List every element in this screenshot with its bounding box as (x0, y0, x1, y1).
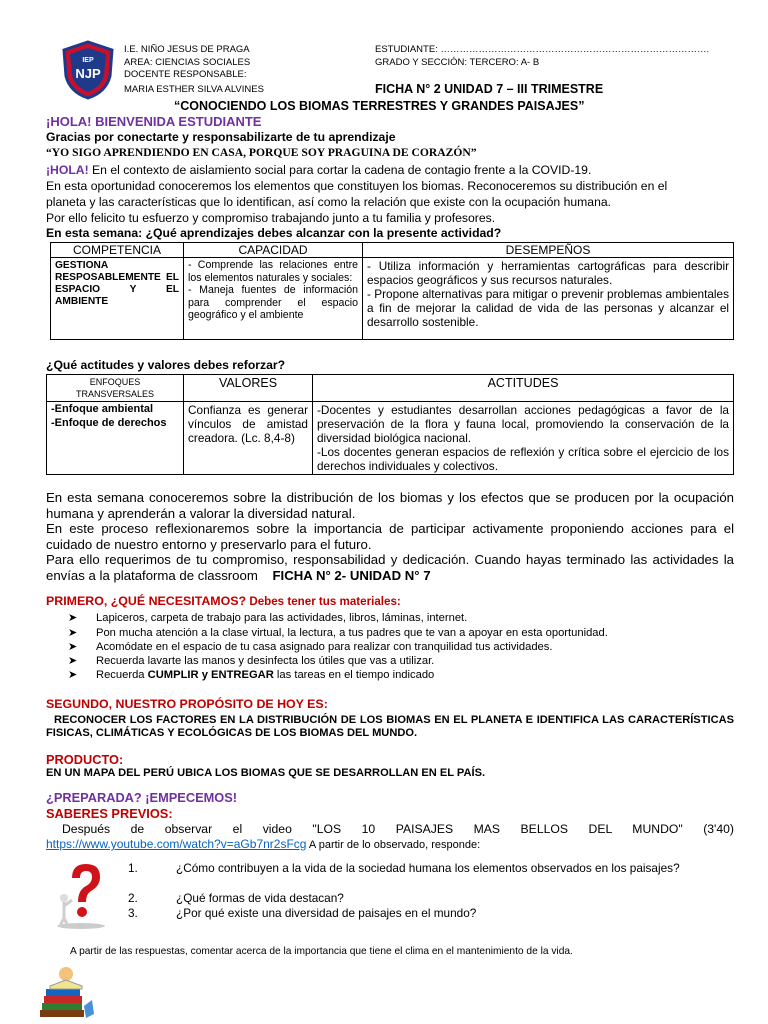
cell-competencia: GESTIONA RESPOSABLEMENTE EL ESPACIO Y EL AMBIENTE (51, 258, 184, 340)
video-instruction: Después de observar el video "LOS 10 PAISAJES MAS BELLOS DEL MUNDO" (3'40) (62, 822, 734, 836)
arrow-icon: ➤ (68, 627, 78, 639)
list-item: ➤ Acomódate en el espacio de tu casa asignado para realizar con tranquilidad tus actividades. (68, 641, 553, 653)
logo-text: NJP (75, 66, 101, 81)
learning-question: En esta semana: ¿Qué aprendizajes debes alcanzar con la presente actividad? (46, 226, 502, 240)
arrow-icon: ➤ (68, 612, 78, 624)
arrow-icon: ➤ (68, 669, 78, 681)
list-item: ➤ Recuerda CUMPLIR y ENTREGAR las tareas en el tiempo indicado (68, 669, 435, 681)
values-table (46, 374, 734, 475)
teacher-label: DOCENTE RESPONSABLE: (124, 69, 247, 80)
intro-line-2: En esta oportunidad conoceremos los elementos que constituyen los biomas. Reconoceremos su distribución en el (46, 179, 668, 193)
cell-enfoques: -Enfoque ambiental -Enfoque de derechos (47, 402, 184, 475)
main-title: “CONOCIENDO LOS BIOMAS TERRESTRES Y GRANDES PAISAJES” (174, 99, 585, 113)
motto: “YO SIGO APRENDIENDO EN CASA, PORQUE SOY PRAGUINA DE CORAZÓN” (46, 146, 477, 159)
list-item: 1. ¿Cómo contribuyen a la vida de la sociedad humana los elementos observados en los paisajes? (128, 861, 680, 875)
segundo-heading: SEGUNDO, NUESTRO PROPÓSITO DE HOY ES: (46, 697, 328, 711)
video-link[interactable]: https://www.youtube.com/watch?v=aGb7nr2sFcg (46, 837, 307, 851)
purpose-text: RECONOCER LOS FACTORES EN LA DISTRIBUCIÓN DE LOS BIOMAS EN EL PLANETA E IDENTIFICA LAS CARACTERÍSTICAS FISICAS, CLIMÁTICAS Y ECOLÓGICAS DE LOS BIOMAS DEL MUNDO. (46, 714, 734, 739)
intro-line-1: ¡HOLA! En el contexto de aislamiento social para cortar la cadena de contagio frente a la COVID-19. (46, 163, 592, 177)
student-field[interactable]: ESTUDIANTE: …………………………………………………………………………. (375, 44, 710, 55)
thanks-line: Gracias por conectarte y responsabilizarte de tu aprendizaje (46, 130, 396, 144)
list-item: ➤ Pon mucha atención a la clase virtual, la lectura, a tus padres que te van a apoyar en esta oportunidad. (68, 627, 608, 639)
cell-desempenos: - Utiliza información y herramientas cartográficas para describir espacios geográficos y sus recursos naturales. - Propone alternativas para mitigar o prevenir problemas ambientales a fin de mejorar la calidad de vida de las personas y alcanzar el desarrollo sostenible. (363, 258, 734, 340)
cell-actitudes: -Docentes y estudiantes desarrollan acciones pedagógicas a favor de la preservación de la flora y fauna local, promoviendo la conservación de la diversidad biológica nacional. -Los docentes generan espacios de reflexión y crítica sobre el ejercicio de los derechos individuales y colectivos. (313, 402, 734, 475)
welcome-heading: ¡HOLA! BIENVENIDA ESTUDIANTE (46, 114, 262, 129)
grade-label: GRADO Y SECCIÓN: TERCERO: A- B (375, 57, 540, 68)
cell-valores: Confianza es generar vínculos de amistad creadora. (Lc. 8,4-8) (184, 402, 313, 475)
video-line: https://www.youtube.com/watch?v=aGb7nr2sFcg A partir de lo observado, responde: (46, 837, 481, 851)
header-enfoques: ENFOQUES TRANSVERSALES (47, 375, 184, 402)
primero-heading: PRIMERO, ¿QUÉ NECESITAMOS? Debes tener tus materiales: (46, 594, 401, 608)
attitudes-question: ¿Qué actitudes y valores debes reforzar? (46, 358, 286, 372)
week-paragraph-2: En este proceso reflexionaremos sobre la importancia de participar activamente proponiendo acciones para el cuidado de nuestro entorno y preservarlo para el futuro. (46, 521, 734, 552)
week-paragraph-1: En esta semana conoceremos sobre la distribución de los biomas y los efectos que se producen por la ocupación humana y aprenderán a valorar la diversidad natural. (46, 490, 734, 521)
list-item: ➤ Lapiceros, carpeta de trabajo para las actividades, libros, láminas, internet. (68, 612, 468, 624)
arrow-icon: ➤ (68, 641, 78, 653)
teacher-name: MARIA ESTHER SILVA ALVINES (124, 84, 264, 95)
producto-heading: PRODUCTO: (46, 752, 124, 767)
ficha-title: FICHA N° 2 UNIDAD 7 – III TRIMESTRE (375, 82, 604, 96)
producto-text: EN UN MAPA DEL PERÚ UBICA LOS BIOMAS QUE SE DESARROLLAN EN EL PAÍS. (46, 767, 486, 779)
week-paragraph-3: Para ello requerimos de tu compromiso, responsabilidad y dedicación. Cuando hayas terminado las actividades la envías a la plataforma de classroom FICHA N° 2- UNIDAD N° 7 (46, 552, 734, 583)
area-label: AREA: CIENCIAS SOCIALES (124, 57, 251, 68)
competencies-table (50, 242, 734, 340)
list-item: ➤ Recuerda lavarte las manos y desinfecta los útiles que vas a utilizar. (68, 655, 435, 667)
header-actitudes: ACTITUDES (313, 375, 734, 402)
intro-line-3: planeta y las características que lo identifican, así como la relación que existe con la ocupación humana. (46, 195, 612, 209)
header-competencia: COMPETENCIA (51, 243, 184, 258)
list-item: 3. ¿Por qué existe una diversidad de paisajes en el mundo? (128, 906, 477, 920)
school-name: I.E. NIÑO JESUS DE PRAGA (124, 44, 250, 55)
books-reading-icon (36, 962, 96, 1022)
school-logo-icon (62, 40, 114, 100)
list-item: 2. ¿Qué formas de vida destacan? (128, 891, 344, 905)
ficha-reference: FICHA N° 2- UNIDAD N° 7 (272, 568, 431, 583)
logo-top-text: IEP (82, 57, 94, 64)
header-desempenos: DESEMPEÑOS (363, 243, 734, 258)
saberes-heading: SABERES PREVIOS: (46, 806, 173, 821)
header-capacidad: CAPACIDAD (184, 243, 363, 258)
closing-text: A partir de las respuestas, comentar acerca de la importancia que tiene el clima en el mantenimiento de la vida. (70, 946, 573, 957)
cell-capacidad: - Comprende las relaciones entre los elementos naturales y sociales: - Maneja fuentes de información para comprender el espacio geográfico y el ambiente (184, 258, 363, 340)
preparada-heading: ¿PREPARADA? ¡EMPECEMOS! (46, 790, 238, 805)
arrow-icon: ➤ (68, 655, 78, 667)
hola-label: ¡HOLA! (46, 163, 89, 177)
question-figure-icon (50, 860, 112, 930)
intro-line-4: Por ello felicito tu esfuerzo y compromiso trabajando junto a tu familia y profesores. (46, 211, 496, 225)
header-valores: VALORES (184, 375, 313, 402)
